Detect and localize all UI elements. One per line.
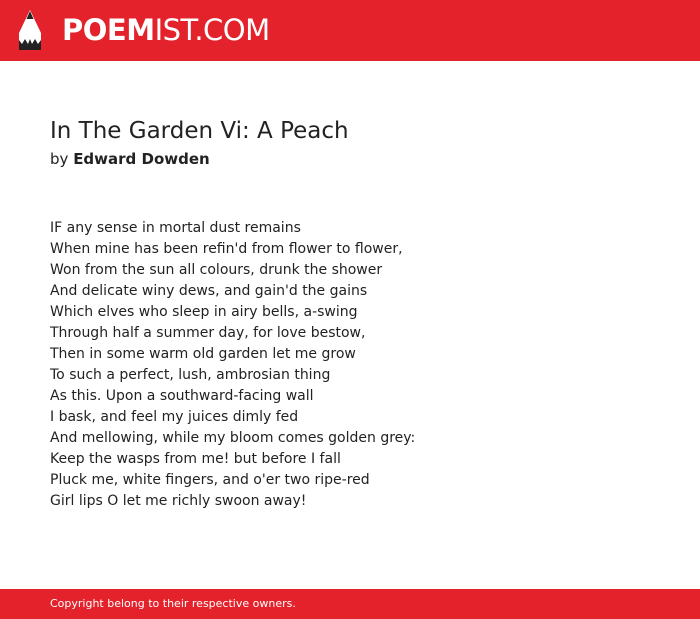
logo-bold-text: POEM [62, 13, 155, 47]
site-footer [0, 589, 700, 619]
site-logo[interactable] [62, 12, 270, 48]
poem-line: Which elves who sleep in airy bells, a-swing [50, 304, 358, 320]
poem-line: As this. Upon a southward-facing wall [50, 388, 314, 404]
poem-line: Pluck me, white fingers, and o'er two ripe-red [50, 472, 370, 488]
author-name: Edward Dowden [73, 150, 210, 168]
poem-line: I bask, and feel my juices dimly fed [50, 409, 299, 425]
byline [50, 149, 210, 169]
logo-light-text: IST.COM [154, 13, 270, 47]
poem-line: Won from the sun all colours, drunk the shower [50, 262, 383, 278]
poem-title: In The Garden Vi: A Peach [50, 118, 349, 144]
byline-prefix: by [50, 150, 69, 168]
copyright-text: Copyright belong to their respective owners. [50, 597, 296, 610]
poem-line: When mine has been refin'd from flower to flower, [50, 241, 403, 257]
poem-line: Through half a summer day, for love bestow, [50, 325, 366, 341]
poem-line: Then in some warm old garden let me grow [50, 346, 356, 362]
poem-line: To such a perfect, lush, ambrosian thing [50, 367, 331, 383]
poem-line: Keep the wasps from me! but before I fall [50, 451, 341, 467]
poem-line: And mellowing, while my bloom comes golden grey: [50, 430, 416, 446]
pencil-tip-icon[interactable] [17, 9, 43, 51]
poem-line: And delicate winy dews, and gain'd the gains [50, 283, 368, 299]
poem-line: Girl lips O let me richly swoon away! [50, 493, 307, 509]
site-header [0, 0, 700, 61]
poem-body [50, 218, 670, 512]
poem-line: IF any sense in mortal dust remains [50, 220, 301, 236]
